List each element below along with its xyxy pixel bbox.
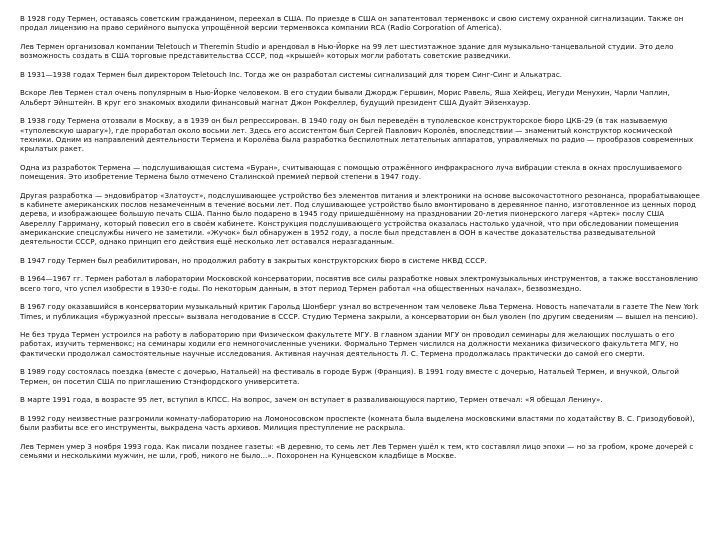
paragraph-10: В 1967 году оказавшийся в консерватории музыкальный критик Гарольд Шонберг узнал во встреченном там человеке Льва Термена. Новость напечатали в газете The New York Times, и публикация «буржуазной прессы» вызвала негодование в СССР. Студию Термена закрыли, а консерватории он был уволен (по другим сведениям — вышел на пенсию). xyxy=(20,302,699,321)
paragraph-12: В 1989 году состоялась поездка (вместе с дочерью, Натальей) на фестиваль в городе Бурж (Франция). В 1991 году вместе с дочерью, Натальей Термен, и внучкой, Ольгой Термен, он посетил США по приглашению Стэнфордского университета. xyxy=(20,367,679,386)
paragraph-14: В 1992 году неизвестные разгромили комнату-лабораторию на Ломоносовском проспекте (комната была выделена московскими властями по ходатайству В. С. Гризодубовой), были разбиты все его инструменты, выкрадена часть архивов. Милиция преступление не раскрыла. xyxy=(20,413,695,433)
paragraph-15: Лев Термен умер 3 ноября 1993 года. Как писали позднее газеты: «В деревню, то семь лет Лев Термен ушёл к тем, кто составлял лицо эпохи — но за гробом, кроме дочерей с семьями и несколькими мужчин, не шли, гроб, никого не было...». Похоронен на Кунцевском кладбище в Москве. xyxy=(20,441,694,460)
paragraph-9: В 1964—1967 гг. Термен работал в лаборатории Московской консерватории, посвятив все силы разработке новых электромузыкальных инструментов, а также восстановлению всего того, что успел изобрести в 1930-е годы. По некоторым данным, в этот период Термен работал «на общественных началах», безвозмездно. xyxy=(20,274,698,293)
paragraph-6: Одна из разработок Термена — подслушивающая система «Буран», считывающая с помощью отражённого инфракрасного луча вибрации стекла в окнах прослушиваемого помещения. Это изобретение Термена было отмечено Сталинской премией первой степени в 1947 году. xyxy=(20,162,682,182)
paragraph-11: Не без труда Термен устроился на работу в лабораторию при Физическом факультете МГУ. В главном здании МГУ он проводил семинары для желающих послушать о его работах, изучить терменвокс; на семинары ходили его немногочисленные ученики. Формально Термен числился на должности механика физического факультета МГУ, но фактически продолжал самостоятельные научные исследования. Активная научная деятельность Л. С. Термена продолжалась практически до самой его смерти. xyxy=(20,330,679,358)
paragraph-8: В 1947 году Термен был реабилитирован, но продолжил работу в закрытых конструкторских бюро в системе НКВД СССР. xyxy=(20,255,487,265)
paragraph-7: Другая разработка — эндовибратор «Златоуст», подслушивающее устройство без элементов питания и электроники на основе высокочастотного резонанса, прорабатывающее в кабинете американских послов незамеченным в течение восьми лет. Под слушивающее устройство было вмонтировано в деревянное панно, изготовленное из ценных пород дерева, и изображающее большую печать США. Панно было подарено в 1945 году пришедшённому на праздновании 20-летия пионерского лагеря «Артек» послу США Авереллу Гарриману, который повесил его в своём кабинете. Конструкция подслушивающего устройства оказалась настолько удачной, что при обследовании помещения американские спецслужбы ничего не заметили. «Жучок» был обнаружен в 1952 году, а после был представлен в ООН в качестве доказательства разведывательной деятельности СССР, однако принцип его действия ещё несколько лет оставался неразгаданным. xyxy=(20,190,700,247)
document-body xyxy=(20,14,702,470)
paragraph-1: В 1928 году Термен, оставаясь советским гражданином, переехал в США. По приезде в США он запатентовал терменвокс и свою систему охранной сигнализации. Также он продал лицензию на право серийного выпуска упрощённой версии терменвокса компании RCA (Radio Corporation of America). xyxy=(20,14,684,33)
paragraph-3: В 1931—1938 годах Термен был директором Teletouch Inc. Тогда же он разработал системы сигнализаций для тюрем Синг-Синг и Алькатрас. xyxy=(20,69,563,79)
paragraph-2: Лев Термен организовал компании Teletouch и Theremin Studio и арендовал в Нью-Йорке на 99 лет шестиэтажное здание для музыкально-танцевальной студии. Это дело возможность создать в США торговые представительства СССР, под «крышей» которых могли работать советские разведчики. xyxy=(20,41,674,61)
paragraph-5: В 1938 году Термена отозвали в Москву, а в 1939 он был репрессирован. В 1940 году он был переведён в туполевское конструкторское бюро ЦКБ-29 (в так называемую «туполевскую шарагу»), где проработал около восьми лет. Здесь его ассистентом был Сергей Павлович Королёв, впоследствии — знаменитый конструктор космической техники. Одним из направлений деятельности Термена и Королёва была разработка беспилотных летательных аппаратов, управляемых по радио — прообразов современных крылатых ракет. xyxy=(20,116,694,154)
paragraph-4: Вскоре Лев Термен стал очень популярным в Нью-Йорке человеком. В его студии бывали Джордж Гершвин, Морис Равель, Яша Хейфец, Иегуди Менухин, Чарли Чаплин, Альберт Эйнштейн. В круг его знакомых входили финансовый магнат Джон Рокфеллер, будущий президент США Дуайт Эйзенхауэр. xyxy=(20,88,670,107)
paragraph-13: В марте 1991 года, в возрасте 95 лет, вступил в КПСС. На вопрос, зачем он вступает в разваливающуюся партию, Термен отвечал: «Я обещал Ленину». xyxy=(20,395,603,405)
